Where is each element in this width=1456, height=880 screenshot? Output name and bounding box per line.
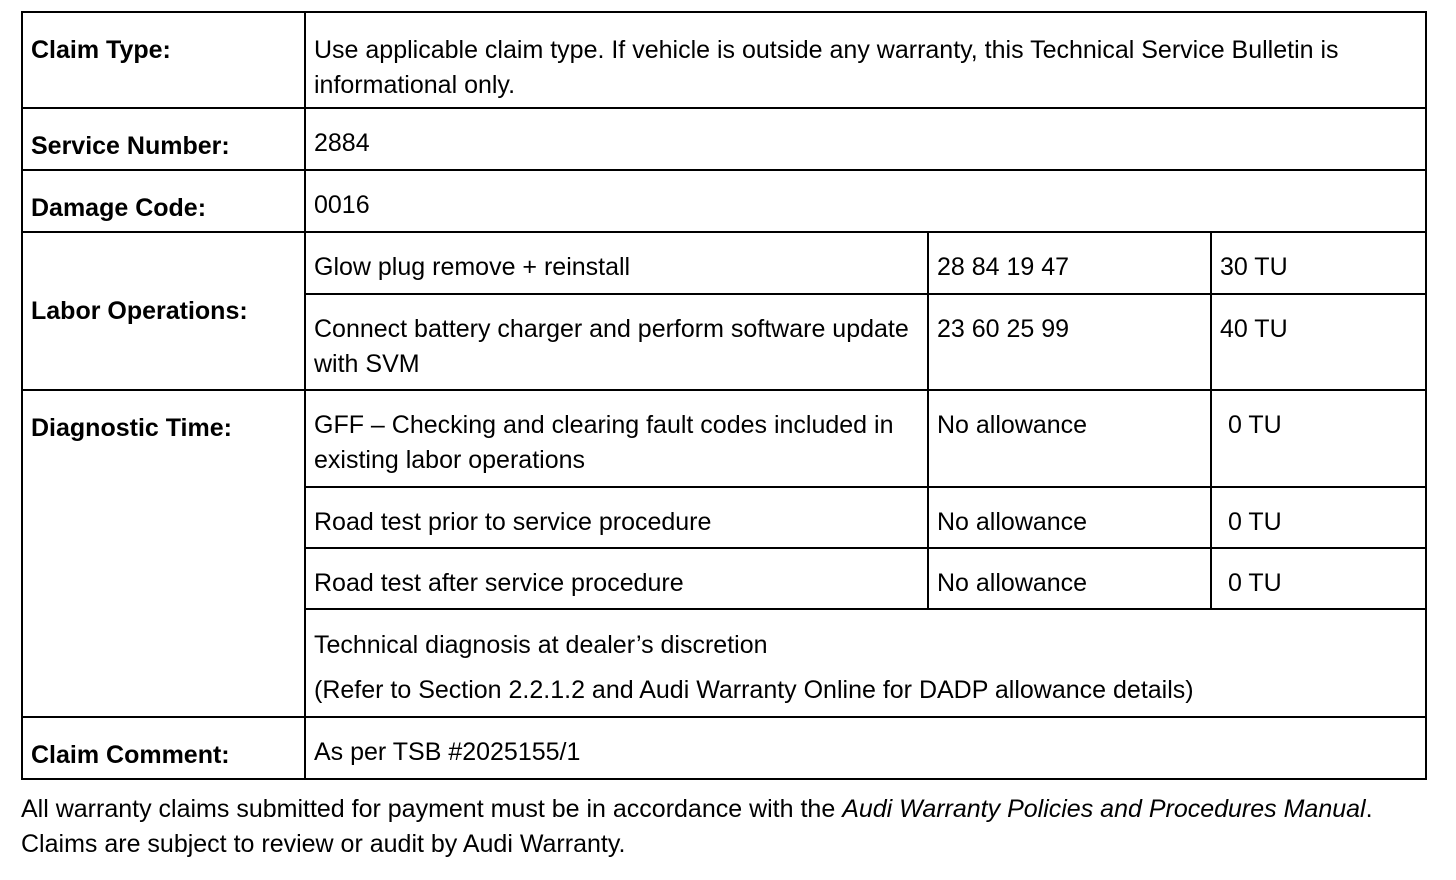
diagnostic-time-row: [22, 390, 1426, 487]
damage-code-label: Damage Code:: [22, 170, 305, 232]
warranty-page: [21, 11, 1425, 862]
damage-code-row: [22, 170, 1426, 232]
diagnostic-description: GFF – Checking and clearing fault codes included in existing labor operations: [305, 390, 928, 487]
warranty-footer-note: [21, 792, 1425, 862]
labor-operation-time: 30 TU: [1211, 232, 1426, 294]
claim-comment-value: As per TSB #2025155/1: [305, 717, 1426, 779]
footer-text-after: . Claims are subject to review or audit by Audi Warranty.: [21, 795, 1373, 858]
service-number-row: [22, 108, 1426, 170]
diagnostic-allowance: No allowance: [928, 548, 1211, 609]
diagnostic-description: Road test after service procedure: [305, 548, 928, 609]
warranty-claim-table: [21, 11, 1427, 780]
diagnostic-allowance: No allowance: [928, 487, 1211, 548]
labor-operation-code: 23 60 25 99: [928, 294, 1211, 390]
claim-comment-row: [22, 717, 1426, 779]
service-number-value: 2884: [305, 108, 1426, 170]
labor-operation-code: 28 84 19 47: [928, 232, 1211, 294]
labor-operation-time: 40 TU: [1211, 294, 1426, 390]
claim-type-label: Claim Type:: [22, 12, 305, 108]
diagnostic-time-value: 0 TU: [1211, 487, 1426, 548]
technical-diagnosis-text: Technical diagnosis at dealer’s discretion: [314, 631, 768, 659]
technical-diagnosis-cell: [305, 609, 1426, 717]
claim-type-row: [22, 12, 1426, 108]
claim-type-value: Use applicable claim type. If vehicle is outside any warranty, this Technical Service Bulletin is informational only.: [305, 12, 1426, 108]
labor-operation-row: [22, 232, 1426, 294]
claim-comment-label: Claim Comment:: [22, 717, 305, 779]
diagnostic-time-value: 0 TU: [1211, 390, 1426, 487]
diagnostic-description: Road test prior to service procedure: [305, 487, 928, 548]
diagnostic-time-value: 0 TU: [1211, 548, 1426, 609]
labor-operation-description: Glow plug remove + reinstall: [305, 232, 928, 294]
service-number-label: Service Number:: [22, 108, 305, 170]
damage-code-value: 0016: [305, 170, 1426, 232]
diagnostic-allowance: No allowance: [928, 390, 1211, 487]
dadp-reference-text: (Refer to Section 2.2.1.2 and Audi Warranty Online for DADP allowance details): [314, 676, 1194, 704]
warranty-manual-title: Audi Warranty Policies and Procedures Manual: [842, 795, 1366, 823]
footer-text-before: All warranty claims submitted for payment must be in accordance with the: [21, 795, 843, 823]
labor-operation-description: Connect battery charger and perform software update with SVM: [305, 294, 928, 390]
labor-operations-label: Labor Operations:: [22, 232, 305, 390]
diagnostic-time-label: Diagnostic Time:: [22, 390, 305, 717]
